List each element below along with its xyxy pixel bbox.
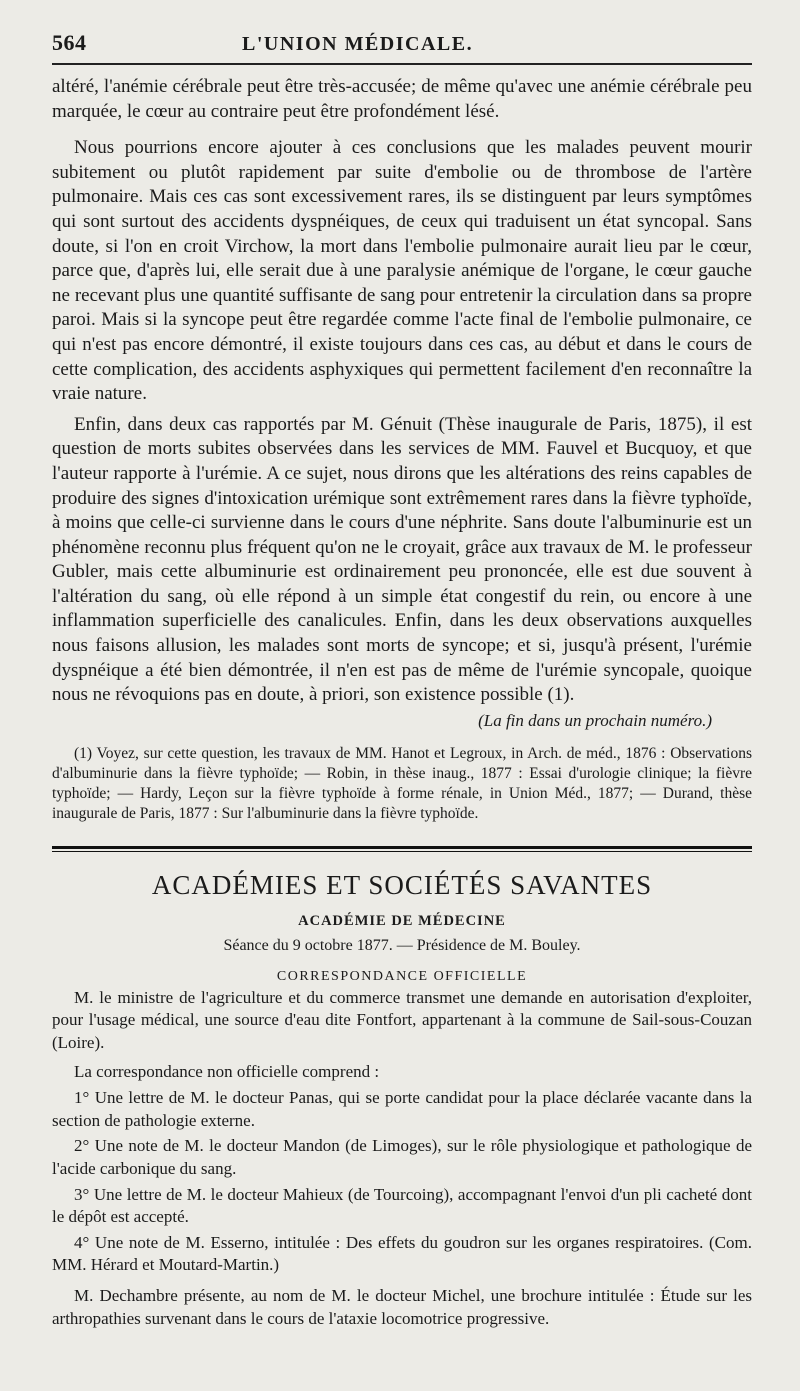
- list-item: 2° Une note de M. le docteur Mandon (de Limoges), sur le rôle physiologique et pathologique de l'acide carbonique du sang.: [52, 1136, 752, 1178]
- running-title: L'UNION MÉDICALE.: [242, 33, 474, 55]
- paragraph-embolie: Nous pourrions encore ajouter à ces conclusions que les malades peuvent mourir subitement ou plutôt rapidement par suite d'embolie ou de thrombose de l'artère pulmonaire. Mais ces cas sont excessivement rares, ils se distinguent par leurs symptômes qui sont surtout des accidents dyspnéiques, de ceux qui traduisent un état syncopal. Sans doute, si l'on en croit Virchow, la mort dans l'embolie pulmonaire aurait lieu par le cœur, parce que, d'après lui, elle serait due à une paralysie anémique de l'organe, le cœur gauche ne recevant plus une quantité suffisante de sang pour entretenir la circulation dans sa propre paroi. Mais si la syncope peut être regardée comme l'acte final de l'embolie pulmonaire, ce qui n'est pas encore démontré, il existe toujours dans ces cas, au début et dans le cours de cette complication, des accidents asphyxiques qui permettent facilement d'en reconnaître la vraie nature.: [52, 137, 752, 405]
- footnote: (1) Voyez, sur cette question, les travaux de MM. Hanot et Legroux, in Arch. de méd., 1876 : Observations d'albuminurie dans la fièvre typhoïde; — Robin, in thèse inaug., 1877 : Essai d'urologie clinique; la fièvre typhoïde; — Hardy, Leçon sur la fièvre typhoïde à forme rénale, in Union Méd., 1877; — Durand, thèse inaugurale de Paris, 1877 : Sur l'albuminurie dans la fièvre typhoïde.: [52, 744, 752, 822]
- section-subtitle: ACADÉMIE DE MÉDECINE: [298, 912, 506, 929]
- paragraph-uremie: Enfin, dans deux cas rapportés par M. Génuit (Thèse inaugurale de Paris, 1875), il est question de morts subites observées dans les services de MM. Fauvel et Bucquoy, et que l'auteur rapporte à l'urémie. A ce sujet, nous dirons que les altérations des reins capables de produire des signes d'intoxication urémique sont extrêmement rares dans la fièvre typhoïde, à moins que celle-ci survienne dans le cours d'une néphrite. Sans doute l'albuminurie est un phénomène reconnu plus fréquent qu'on ne le croyait, grâce aux travaux de M. le professeur Gubler, mais cette albuminurie est ordinairement peu prononcée, elle est due souvent à l'altération du sang, où elle répond à un simple état congestif du rein, ou encore à une inflammation superficielle des canalicules. Enfin, dans les deux observations auxquelles nous faisons allusion, les malades sont morts de syncope; et si, jusqu'à présent, l'urémie dyspnéique a été bien démontrée, il n'en est pas de même de l'urémie syncopale, quoique nous ne révoquions pas en doute, à priori, son existence possible (1).: [52, 413, 752, 706]
- list-item: 3° Une lettre de M. le docteur Mahieux (de Tourcoing), accompagnant l'envoi d'un pli cacheté dont le dépôt est accepté.: [52, 1184, 752, 1227]
- nonofficial-intro: La correspondance non officielle comprend :: [74, 1061, 380, 1081]
- header-rule: [52, 63, 752, 65]
- page-number: 564: [52, 30, 87, 55]
- closing-paragraph: M. Dechambre présente, au nom de M. le docteur Michel, une brochure intitulée : Étude sur les arthropathies survenant dans le cours de l'ataxie locomotrice progressive.: [52, 1285, 752, 1328]
- list-item: 1° Une lettre de M. le docteur Panas, qui se porte candidat pour la place déclarée vacante dans la section de pathologie externe.: [52, 1088, 752, 1130]
- official-heading: CORRESPONDANCE OFFICIELLE: [276, 968, 528, 984]
- section-rule-thin: [52, 851, 752, 852]
- session-line: Séance du 9 octobre 1877. — Présidence de M. Bouley.: [223, 936, 581, 954]
- list-item: 4° Une note de M. Esserno, intitulée : Des effets du goudron sur les organes respiratoires. (Com. MM. Hérard et Moutard-Martin.): [52, 1232, 752, 1275]
- continuation-note: (La fin dans un prochain numéro.): [478, 710, 712, 730]
- page-header: [52, 28, 752, 59]
- section-title: ACADÉMIES ET SOCIÉTÉS SAVANTES: [151, 869, 653, 900]
- paragraph-continuation: altéré, l'anémie cérébrale peut être très-accusée; de même qu'avec une anémie cérébrale peu marquée, le cœur au contraire peut être profondément lésé.: [52, 76, 752, 122]
- official-text: M. le ministre de l'agriculture et du commerce transmet une demande en autorisation d'exploiter, pour l'usage médical, une source d'eau dite Fontfort, appartenant à la commune de Sail-sous-Couzan (Loire).: [52, 987, 752, 1053]
- section-rule-thick: [52, 846, 752, 849]
